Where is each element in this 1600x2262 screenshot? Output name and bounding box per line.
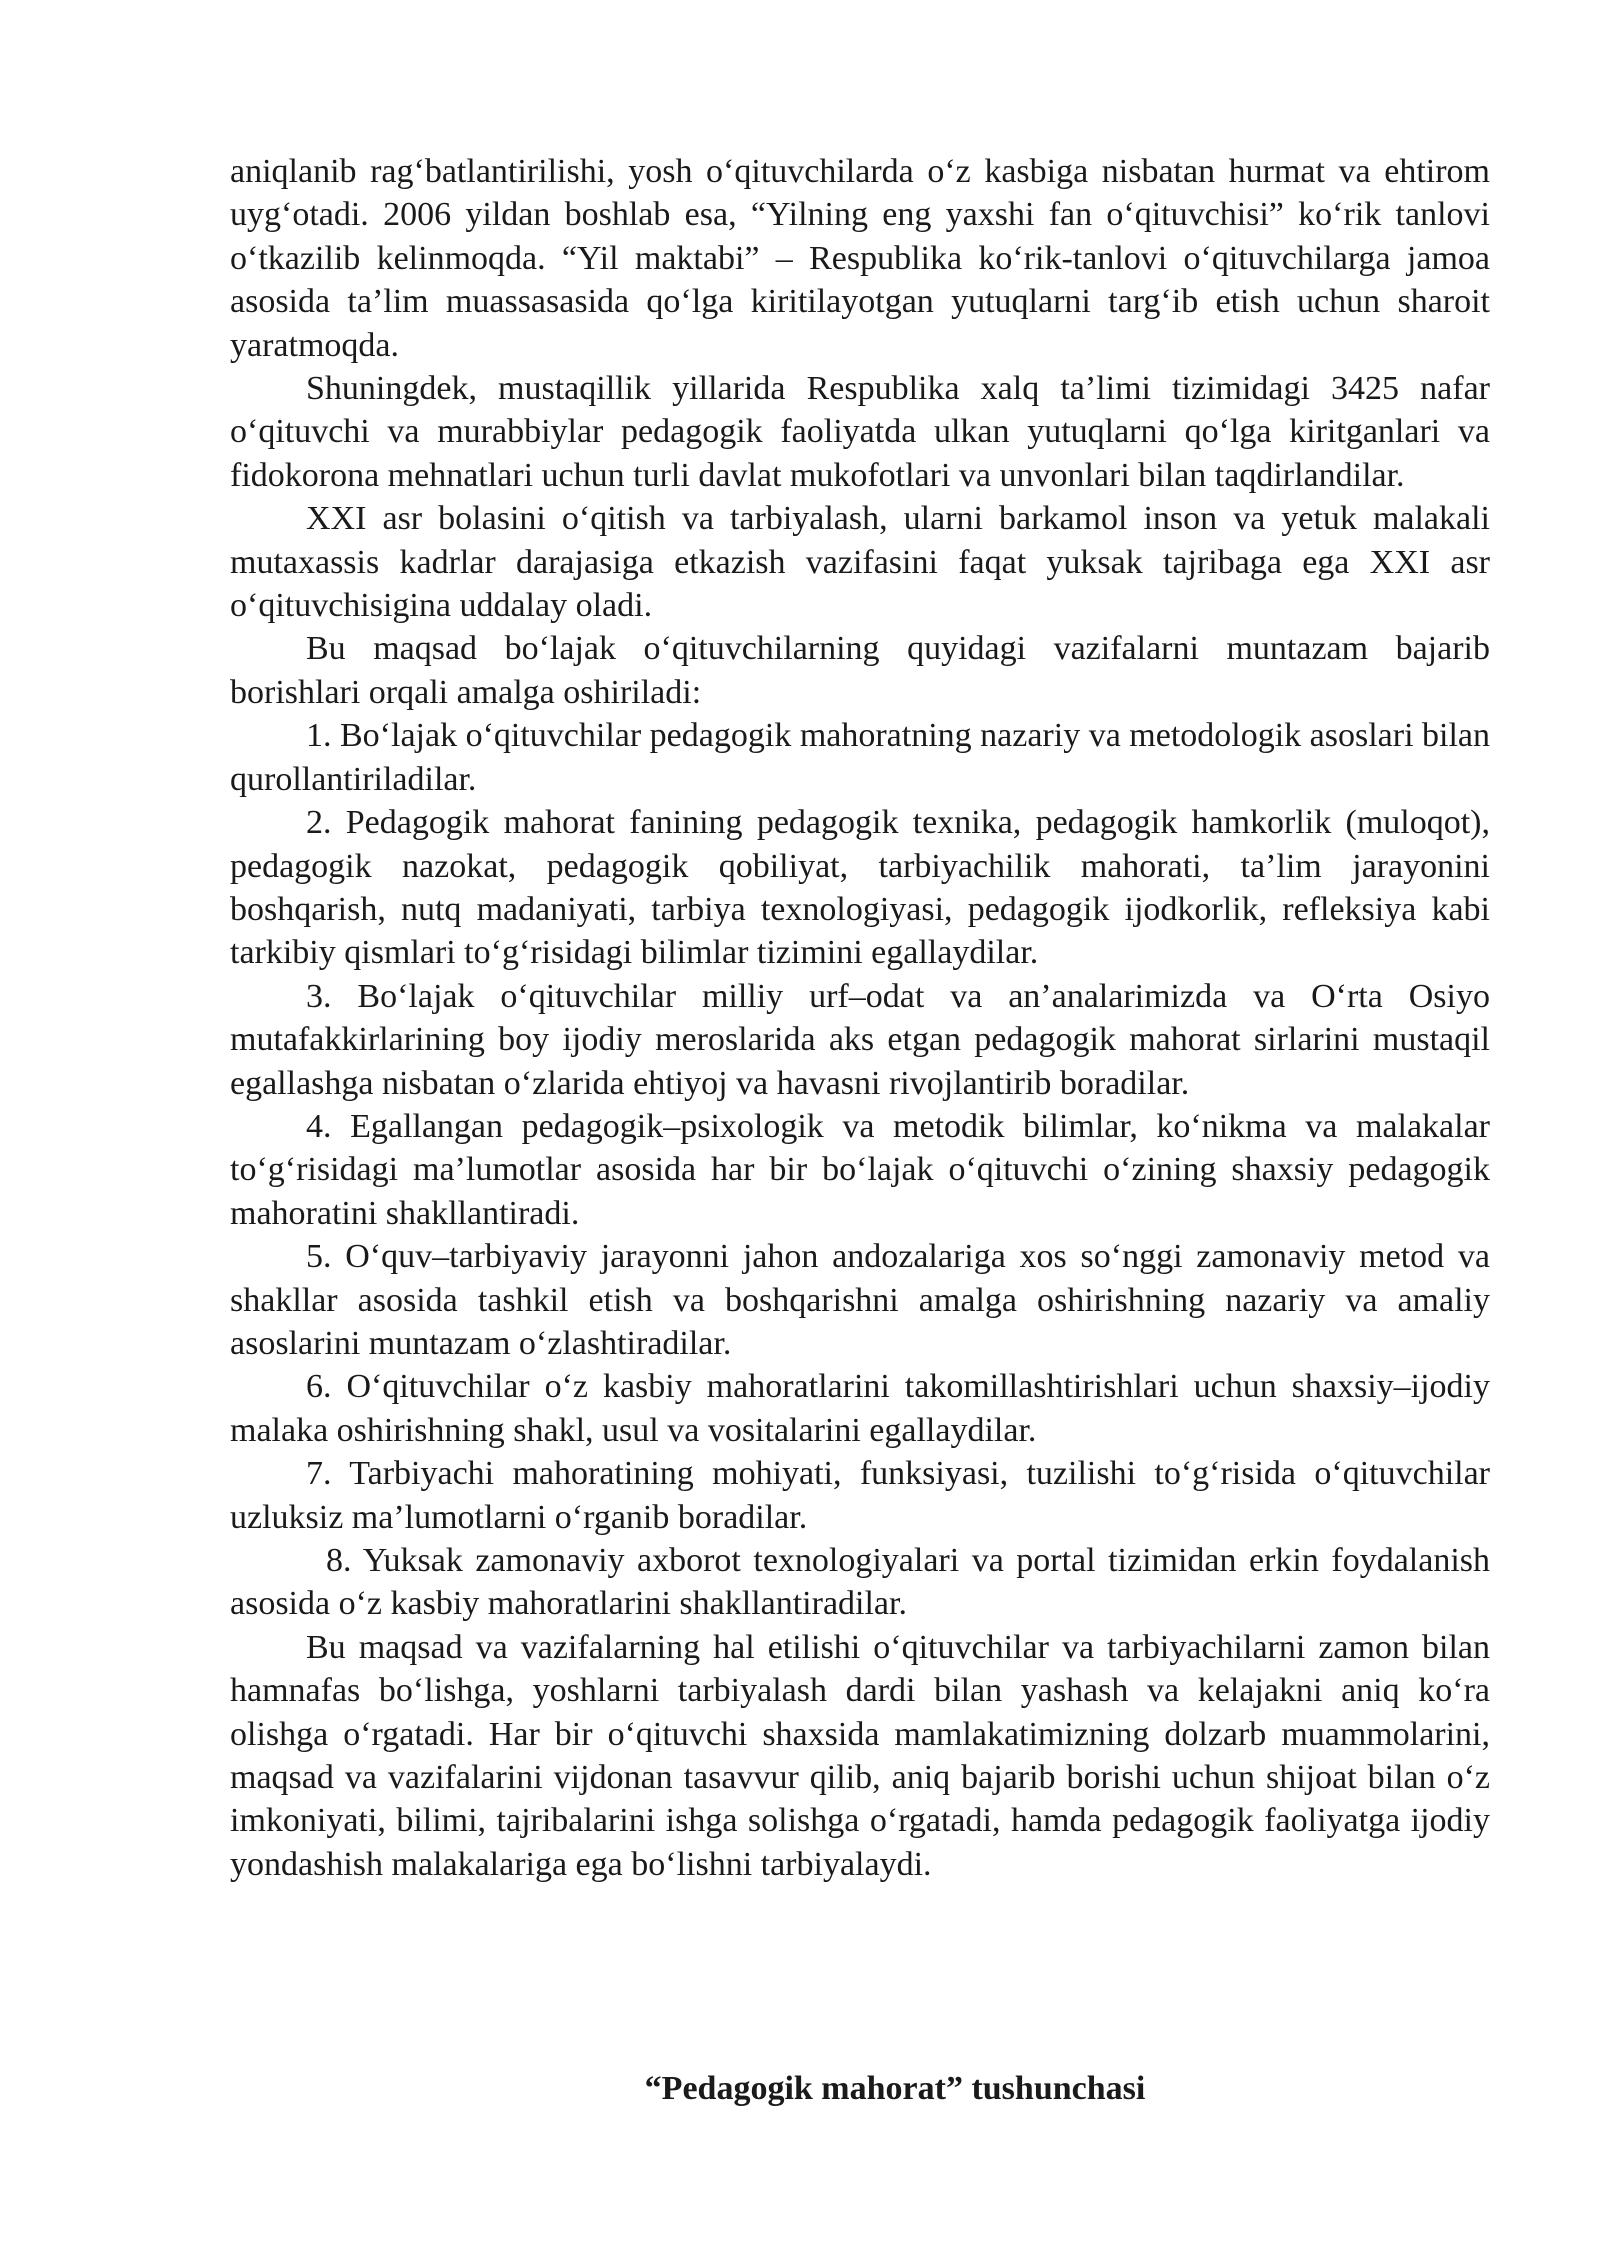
list-item-7: 7. Tarbiyachi mahoratining mohiyati, funksiyasi, tuzilishi to‘g‘risida o‘qituvchilar uzluksiz ma’lumotlarni o‘rganib boradilar. — [230, 1455, 1490, 1536]
list-item-5: 5. O‘quv–tarbiyaviy jarayonni jahon andozalariga xos so‘nggi zamonaviy metod va shakllar asosida tashkil etish va boshqarishni amalga oshirishning nazariy va amaliy asoslarini muntazam o‘zlashtiradilar. — [230, 1238, 1490, 1362]
document-body — [230, 150, 1490, 1886]
paragraph-intro-continuation: aniqlanib rag‘batlantirilishi, yosh o‘qituvchilarda o‘z kasbiga nisbatan hurmat va ehtirom uyg‘otadi. 2006 yildan boshlab esa, “Yilning eng yaxshi fan o‘qituvchisi” ko‘rik tanlovi o‘tkazilib kelinmoqda. “Yil maktabi” – Respublika ko‘rik-tanlovi o‘qituvchilarga jamoa asosida ta’lim muassasasida qo‘lga kiritilayotgan yutuqlarni targ‘ib etish uchun sharoit yaratmoqda. — [230, 153, 1490, 364]
list-item-4: 4. Egallangan pedagogik–psixologik va metodik bilimlar, ko‘nikma va malakalar to‘g‘risidagi ma’lumotlar asosida har bir bo‘lajak o‘qituvchi o‘zining shaxsiy pedagogik mahoratini shakllantiradi. — [230, 1107, 1490, 1232]
paragraph-conclusion: Bu maqsad va vazifalarning hal etilishi o‘qituvchilar va tarbiyachilarni zamon bilan hamnafas bo‘lishga, yoshlarni tarbiyalash dardi bilan yashash va kelajakni aniq ko‘ra olishga o‘rgatadi. Har bir o‘qituvchi shaxsida mamlakatimizning dolzarb muammolarini, maqsad va vazifalarini vijdonan tasavvur qilib, aniq bajarib borishi uchun shijoat bilan o‘z imkoniyati, bilimi, tajribalarini ishga solishga o‘rgatadi, hamda pedagogik faoliyatga ijodiy yondashish malakalariga ega bo‘lishni tarbiyalaydi. — [230, 1628, 1490, 1883]
list-item-1: 1. Bo‘lajak o‘qituvchilar pedagogik mahoratning nazariy va metodologik asoslari bilan qurollantiriladilar. — [230, 717, 1491, 798]
paragraph-xxi-century: XXI asr bolasini o‘qitish va tarbiyalash, ularni barkamol inson va yetuk malakali mutaxassis kadrlar darajasiga etkazish vazifasini faqat yuksak tajribaga ega XXI asr o‘qituvchisigina uddalay oladi. — [230, 500, 1490, 625]
section-heading: “Pedagogik mahorat” tushunchasi — [644, 2070, 1146, 2107]
list-item-6: 6. O‘qituvchilar o‘z kasbiy mahoratlarini takomillashtirishlari uchun shaxsiy–ijodiy malaka oshirishning shakl, usul va vositalarini egallaydilar. — [230, 1368, 1490, 1449]
paragraph-awards: Shuningdek, mustaqillik yillarida Respublika xalq ta’limi tizimidagi 3425 nafar o‘qituvchi va murabbiylar pedagogik faoliyatda ulkan yutuqlarni qo‘lga kiritganlari va fidokorona mehnatlari uchun turli davlat mukofotlari va unvonlari bilan taqdirlandilar. — [230, 370, 1490, 494]
list-item-8: 8. Yuksak zamonaviy axborot texnologiyalari va portal tizimidan erkin foydalanish asosida o‘z kasbiy mahoratlarini shakllantiradilar. — [230, 1542, 1490, 1623]
list-item-3: 3. Bo‘lajak o‘qituvchilar milliy urf–odat va an’analarimizda va O‘rta Osiyo mutafakkirlarining boy ijodiy meroslarida aks etgan pedagogik mahorat sirlarini mustaqil egallashga nisbatan o‘zlarida ehtiyoj va havasni rivojlantirib boradilar. — [230, 977, 1490, 1102]
list-item-2: 2. Pedagogik mahorat fanining pedagogik texnika, pedagogik hamkorlik (muloqot), pedagogik nazokat, pedagogik qobiliyat, tarbiyachilik mahorati, ta’lim jarayonini boshqarish, nutq madaniyati, tarbiya texnologiyasi, pedagogik ijodkorlik, refleksiya kabi tarkibiy qismlari to‘g‘risidagi bilimlar tizimini egallaydilar. — [230, 804, 1490, 972]
paragraph-goal-intro: Bu maqsad bo‘lajak o‘qituvchilarning quyidagi vazifalarni muntazam bajarib borishlari orqali amalga oshiriladi: — [230, 630, 1490, 711]
